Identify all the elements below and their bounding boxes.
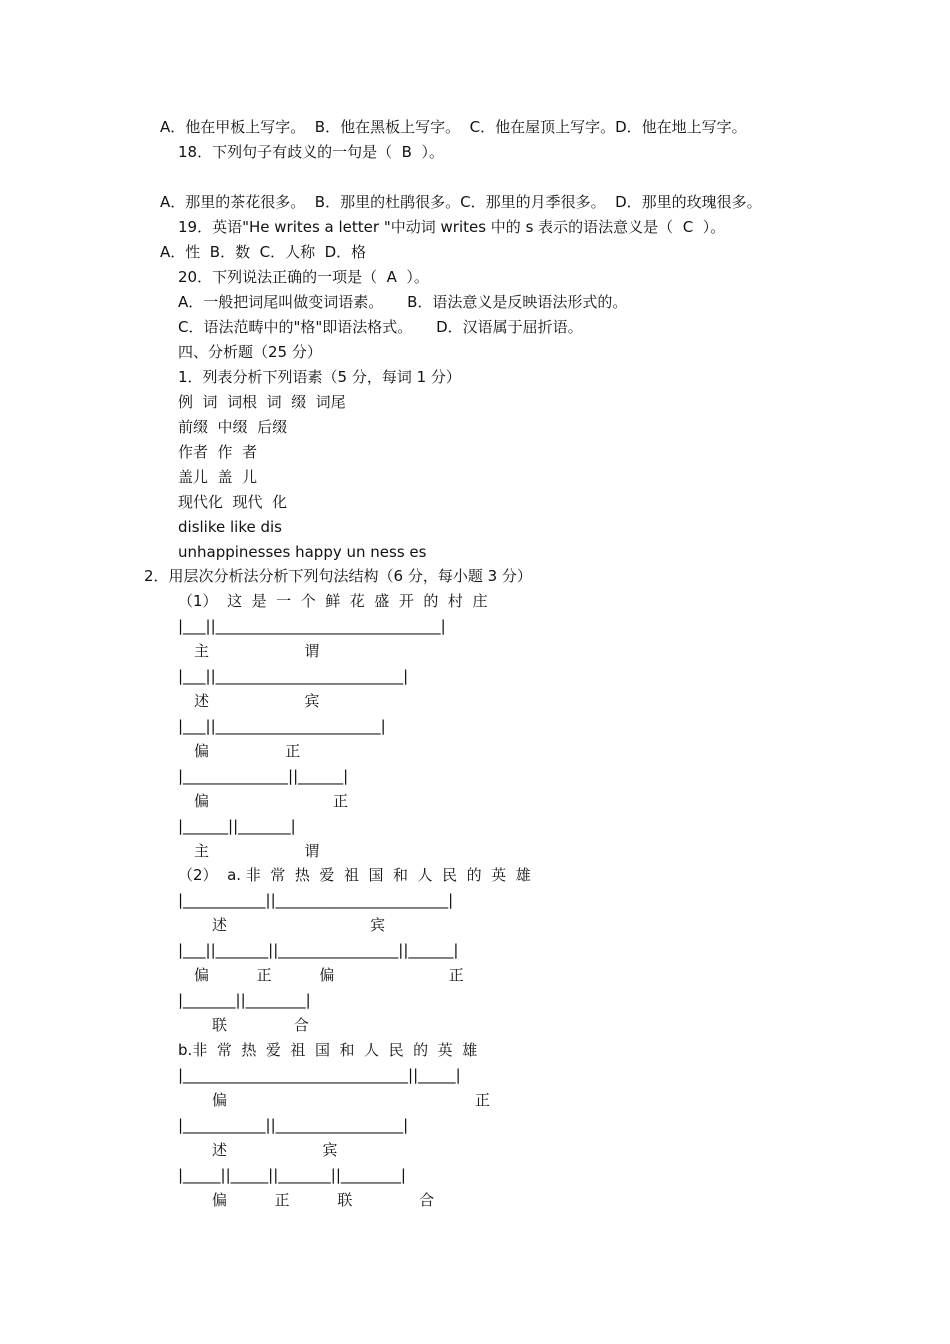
line-q20: 20．下列说法正确的一项是（ A ）。 bbox=[178, 268, 429, 286]
line-q19: 19．英语"He writes a letter "中动词 writes 中的 s 表示的语法意义是（ C ）。 bbox=[178, 218, 726, 236]
bracket-line: |_______||________| bbox=[178, 991, 311, 1009]
bracket-line: |___________||_______________________| bbox=[178, 891, 454, 909]
table-row: 作者 作 者 bbox=[178, 443, 258, 461]
label-line: 偏 正 bbox=[212, 1091, 490, 1109]
line-q18-options: A．那里的茶花很多。 B．那里的杜鹃很多。C．那里的月季很多。 D．那里的玫瑰很多。 bbox=[160, 193, 762, 211]
label-line: 主 谓 bbox=[194, 842, 320, 860]
line-task1: 1．列表分析下列语素（5 分，每词 1 分） bbox=[178, 368, 461, 386]
sentence-2b: b.非 常 热 爱 祖 国 和 人 民 的 英 雄 bbox=[178, 1041, 478, 1059]
table-header-line: 例 词 词根 词 缀 词尾 bbox=[178, 393, 346, 411]
table-subheader-line: 前缀 中缀 后缀 bbox=[178, 418, 288, 436]
label-line: 述 宾 bbox=[194, 692, 320, 710]
line-q20-options-cd: C．语法范畴中的"格"即语法格式。 D．汉语属于屈折语。 bbox=[178, 318, 583, 336]
table-row: unhappinesses happy un ness es bbox=[178, 543, 427, 561]
label-line: 述 宾 bbox=[212, 916, 386, 934]
bracket-line: |______________________________||_____| bbox=[178, 1066, 461, 1084]
bracket-line: |______________||______| bbox=[178, 767, 349, 785]
label-line: 偏 正 联 合 bbox=[212, 1191, 435, 1209]
bracket-line: |___||_______||________________||______| bbox=[178, 941, 459, 959]
bracket-line: |___||______________________________| bbox=[178, 617, 446, 635]
label-line: 偏 正 bbox=[194, 742, 301, 760]
bracket-line: |______||_______| bbox=[178, 817, 296, 835]
line-q17-options: A．他在甲板上写字。 B．他在黑板上写字。 C．他在屋顶上写字。D．他在地上写字。 bbox=[160, 118, 747, 136]
section-heading: 四、分析题（25 分） bbox=[178, 343, 322, 361]
label-line: 偏 正 偏 正 bbox=[194, 966, 464, 984]
table-row: 盖儿 盖 儿 bbox=[178, 468, 258, 486]
bracket-line: |___||______________________| bbox=[178, 717, 386, 735]
sentence-2a: （2） a. 非 常 热 爱 祖 国 和 人 民 的 英 雄 bbox=[178, 866, 531, 884]
bracket-line: |___||_________________________| bbox=[178, 667, 409, 685]
line-q18: 18．下列句子有歧义的一句是（ B ）。 bbox=[178, 143, 444, 161]
table-row: 现代化 现代 化 bbox=[178, 493, 288, 511]
label-line: 主 谓 bbox=[194, 642, 320, 660]
line-q20-options-ab: A．一般把词尾叫做变词语素。 B．语法意义是反映语法形式的。 bbox=[178, 293, 628, 311]
table-row: dislike like dis bbox=[178, 518, 282, 536]
bracket-line: |_____||_____||_______||________| bbox=[178, 1166, 406, 1184]
label-line: 偏 正 bbox=[194, 792, 348, 810]
bracket-line: |___________||_________________| bbox=[178, 1116, 409, 1134]
sentence-1: （1） 这 是 一 个 鲜 花 盛 开 的 村 庄 bbox=[178, 592, 488, 610]
label-line: 联 合 bbox=[212, 1016, 309, 1034]
label-line: 述 宾 bbox=[212, 1141, 338, 1159]
line-q19-options: A．性 B．数 C．人称 D．格 bbox=[160, 243, 367, 261]
line-task2: 2．用层次分析法分析下列句法结构（6 分，每小题 3 分） bbox=[144, 567, 532, 585]
